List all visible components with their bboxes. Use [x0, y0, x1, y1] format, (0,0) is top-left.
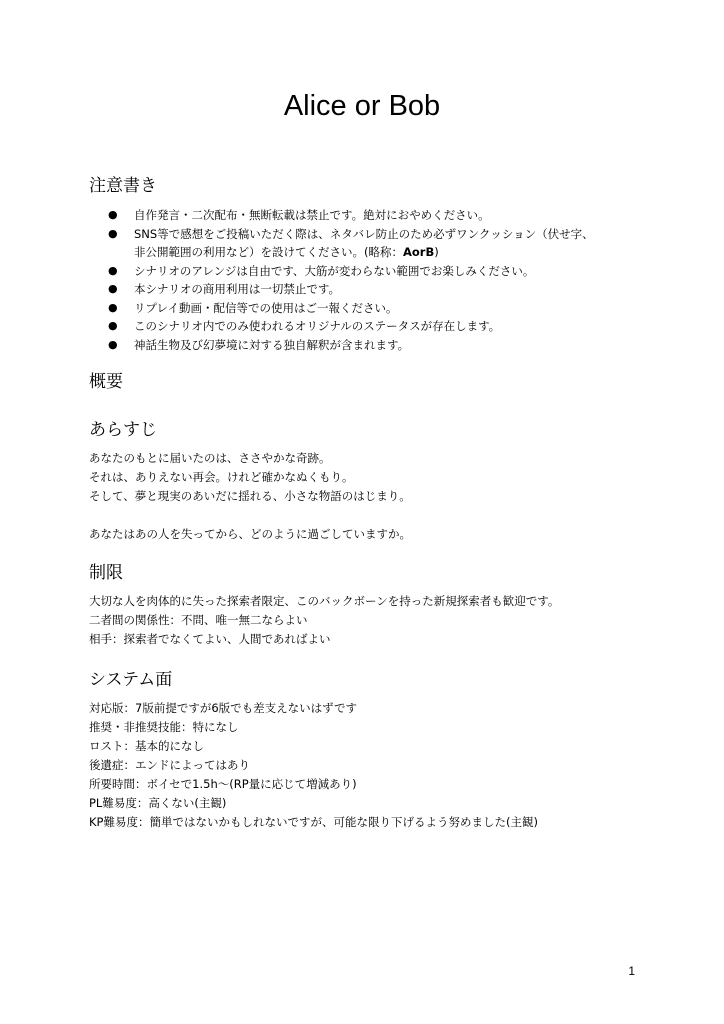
system-body — [89, 699, 649, 832]
system-line: 対応版：7版前提ですが6版でも差支えないはずです — [89, 701, 357, 715]
synopsis-line: それは、ありえない再会。けれど確かなぬくもり。 — [89, 470, 354, 484]
list-item: ● 本シナリオの商用利用は一切禁止です。 — [108, 280, 648, 299]
list-item: ● リプレイ動画・配信等での使用はご一報ください。 — [108, 299, 648, 318]
synopsis-line: そして、夢と現実のあいだに揺れる、小さな物語のはじまり。 — [89, 489, 411, 503]
synopsis-line: あなたはあの人を失ってから、どのように過ごしていますか。 — [89, 527, 411, 541]
notes-list — [108, 206, 648, 354]
restrictions-heading: 制限 — [89, 563, 123, 583]
restriction-line: 大切な人を肉体的に失った探索者限定、このバックボーンを持った新規探索者も歓迎です。 — [89, 594, 560, 608]
overview-heading: 概要 — [89, 372, 123, 392]
restrictions-body — [89, 592, 649, 649]
system-line: KP難易度：簡単ではないかもしれないですが、可能な限り下げるよう努めました(主観) — [89, 815, 538, 829]
bullet-icon: ● — [108, 282, 118, 295]
synopsis-body — [89, 449, 649, 544]
abbreviation: AorB — [402, 245, 435, 259]
system-heading: システム面 — [89, 670, 173, 690]
system-line: PL難易度：高くない(主観) — [89, 796, 227, 810]
restriction-line: 相手：探索者でなくてよい、人間であればよい — [89, 632, 331, 646]
synopsis-heading: あらすじ — [89, 420, 157, 440]
page-number: 1 — [628, 964, 635, 978]
system-line: 推奨・非推奨技能：特になし — [89, 720, 239, 734]
bullet-icon: ● — [108, 208, 118, 221]
list-item: ● 神話生物及び幻夢境に対する独自解釈が含まれます。 — [108, 336, 648, 355]
restriction-line: 二者間の関係性：不問、唯一無二ならよい — [89, 613, 308, 627]
system-line: 後遺症：エンドによってはあり — [89, 758, 250, 772]
bullet-icon: ● — [108, 263, 118, 277]
bullet-icon: ● — [108, 319, 118, 332]
system-line: 所要時間：ボイセで1.5h〜(RP量に応じて増減あり) — [89, 777, 357, 791]
list-item: ● 自作発言・二次配布・無断転載は禁止です。絶対におやめください。 — [108, 206, 648, 225]
list-item: ● シナリオのアレンジは自由です、大筋が変わらない範囲でお楽しみください。 — [108, 262, 648, 281]
synopsis-line: あなたのもとに届いたのは、ささやかな奇跡。 — [89, 451, 331, 465]
list-item: ● SNS等で感想をご投稿いただく際は、ネタバレ防止のため必ずワンクッション（伏せ字、 非公開範囲の利用など）を設けてください。(略称：AorB) — [108, 226, 594, 259]
bullet-icon: ● — [108, 226, 118, 240]
system-line: ロスト：基本的になし — [89, 739, 204, 753]
list-item: ● このシナリオ内でのみ使われるオリジナルのステータスが存在します。 — [108, 317, 648, 336]
bullet-icon: ● — [108, 300, 118, 314]
document-title: Alice or Bob — [283, 90, 441, 122]
bullet-icon: ● — [108, 337, 118, 351]
notes-heading: 注意書き — [89, 176, 157, 196]
